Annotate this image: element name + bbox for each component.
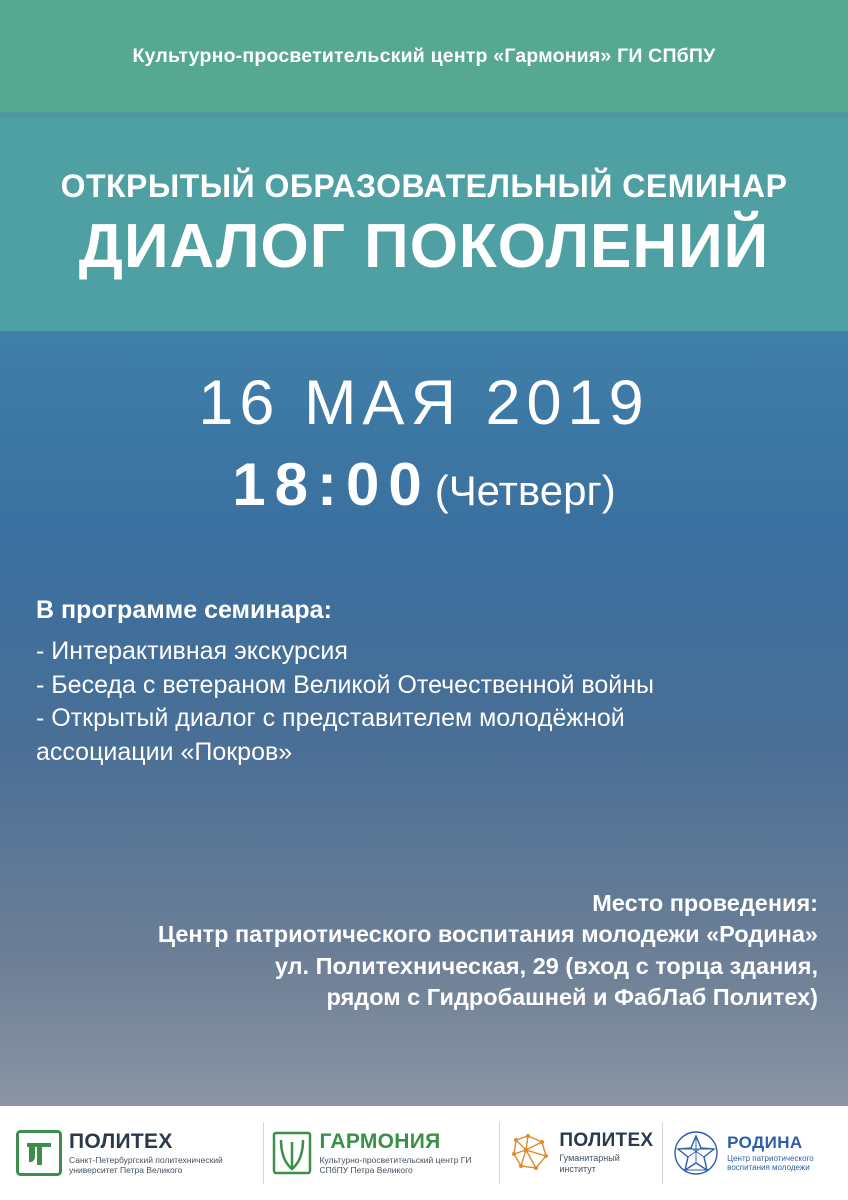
logo-text — [727, 1134, 839, 1173]
list-item: - Интерактивная экскурсия — [36, 637, 348, 665]
organizer-band — [0, 0, 848, 112]
venue-block — [28, 888, 818, 1013]
program-heading: В программе семинара: — [36, 596, 332, 624]
venue-line-2: ул. Политехническая, 29 (вход с торца здания, — [274, 952, 818, 979]
event-time: 18:00 — [232, 451, 431, 519]
program-list — [36, 635, 656, 769]
logo-subtitle: Гуманитарный институт — [559, 1153, 620, 1174]
logo-text — [319, 1131, 489, 1175]
logo-politech-spbpu — [0, 1119, 263, 1187]
logo-garmonia — [263, 1119, 498, 1187]
logo-subtitle: Культурно-просветительский центр ГИ СПбПУ Петра Великого — [319, 1154, 472, 1175]
organizer-text: Культурно-просветительский центр «Гармония» ГИ СПбПУ — [132, 44, 716, 67]
title-band — [0, 118, 848, 331]
logo-politech-humanities — [499, 1119, 662, 1187]
logo-title: ПОЛИТЕХ — [69, 1129, 173, 1153]
event-date: 16 МАЯ 2019 — [198, 368, 650, 438]
logo-text — [69, 1131, 254, 1175]
venue-line-3: рядом с Гидробашней и ФабЛаб Политех) — [326, 983, 818, 1010]
event-subtitle: ОТКРЫТЫЙ ОБРАЗОВАТЕЛЬНЫЙ СЕМИНАР — [60, 167, 788, 204]
event-time-row — [0, 450, 848, 519]
logo-title: РОДИНА — [727, 1132, 803, 1152]
logo-footer — [0, 1106, 848, 1200]
program-block — [36, 596, 656, 769]
logo-title: ГАРМОНИЯ — [319, 1129, 441, 1153]
politech-network-icon — [508, 1130, 552, 1176]
rodina-star-icon — [672, 1129, 720, 1177]
event-weekday: (Четверг) — [434, 467, 616, 515]
logo-subtitle: Центр патриотического воспитания молодежи — [727, 1153, 814, 1172]
list-item: - Открытый диалог с представителем молодёжной ассоциации «Покров» — [36, 704, 625, 766]
garmonia-book-icon — [272, 1130, 312, 1176]
logo-rodina — [663, 1119, 848, 1187]
venue-line-1: Центр патриотического воспитания молодежи «Родина» — [157, 921, 818, 948]
logo-subtitle: Санкт-Петербургский политехнический университет Петра Великого — [69, 1154, 223, 1175]
event-title: ДИАЛОГ ПОКОЛЕНИЙ — [78, 211, 770, 281]
logo-text — [559, 1131, 653, 1174]
schedule-block — [0, 370, 848, 519]
list-item: - Беседа с ветераном Великой Отечественной войны — [36, 670, 654, 699]
politech-monogram-icon — [16, 1130, 62, 1176]
venue-label: Место проведения: — [592, 890, 818, 916]
logo-title: ПОЛИТЕХ — [559, 1130, 654, 1152]
